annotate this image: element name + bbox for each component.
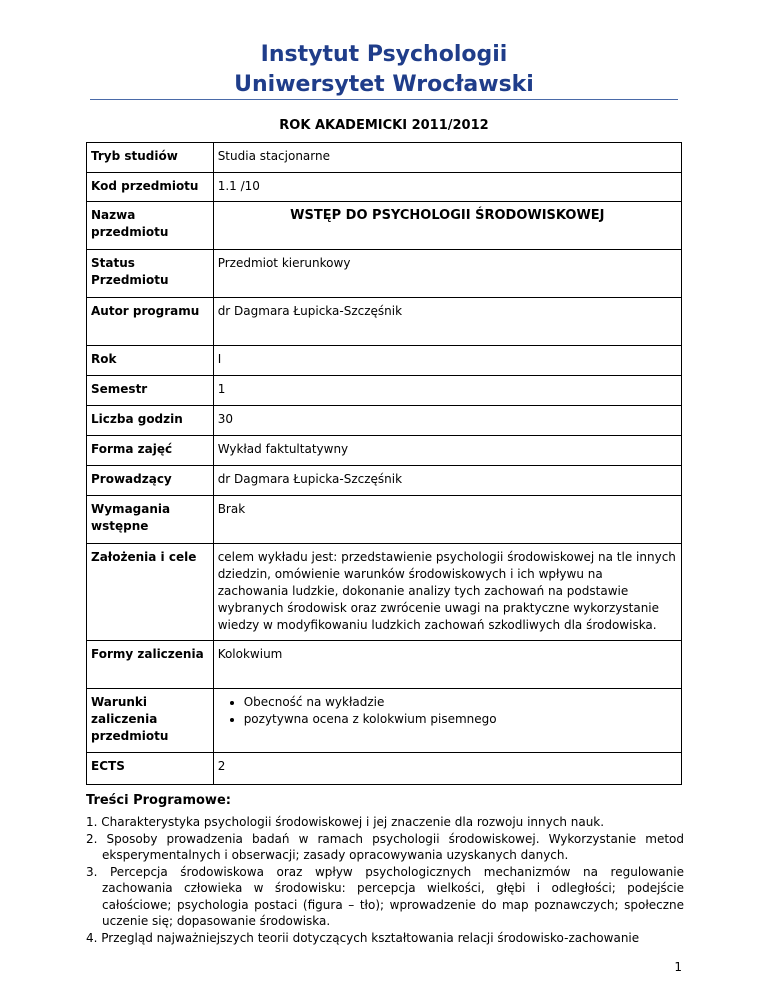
warunki-value [213, 689, 681, 753]
godzin-label: Liczba godzin [87, 406, 214, 436]
course-name: WSTĘP DO PSYCHOLOGII ŚRODOWISKOWEJ [213, 202, 681, 250]
rok-value: I [213, 346, 681, 376]
header-rule [90, 99, 678, 100]
list-item: 3. Percepcja środowiskowa oraz wpływ psychologicznych mechanizmów na regulowanie zachowania człowieka w środowisku: percepcja wielkości, głębi i odległości; podejście całościowe; psychologia postaci (figura – tło); wprowadzenie do map poznawczych; społeczne uczenie się; dopasowanie środowiska. [86, 864, 684, 928]
table-row [87, 298, 682, 346]
table-row [87, 689, 682, 753]
formy-label: Formy zaliczenia [87, 641, 214, 689]
wymagania-value: Brak [213, 496, 681, 544]
forma-value: Wykład faktultatywny [213, 436, 681, 466]
semestr-value: 1 [213, 376, 681, 406]
page-number: 1 [674, 960, 682, 974]
autor-value: dr Dagmara Łupicka-Szczęśnik [213, 298, 681, 346]
ects-label: ECTS [87, 753, 214, 785]
status-value: Przedmiot kierunkowy [213, 250, 681, 298]
academic-year: ROK AKADEMICKI 2011/2012 [279, 118, 489, 133]
table-row [87, 346, 682, 376]
table-row [87, 436, 682, 466]
kod-value: 1.1 /10 [213, 173, 681, 202]
tresci-list [86, 814, 684, 946]
zalozenia-label: Założenia i cele [87, 544, 214, 641]
kod-label: Kod przedmiotu [87, 173, 214, 202]
tryb-label: Tryb studiów [87, 143, 214, 173]
list-item: • pozytywna ocena z kolokwium pisemnego [244, 711, 677, 728]
status-label: Status Przedmiotu [87, 250, 214, 298]
forma-label: Forma zajęć [87, 436, 214, 466]
table-row [87, 143, 682, 173]
ects-value: 2 [213, 753, 681, 785]
header-university: Uniwersytet Wrocławski [234, 72, 534, 97]
rok-label: Rok [87, 346, 214, 376]
table-row [87, 496, 682, 544]
course-info-table [86, 142, 682, 785]
warunki-label: Warunki zaliczenia przedmiotu [87, 689, 214, 753]
list-item: 4. Przegląd najważniejszych teorii dotyczących kształtowania relacji środowisko-zachowanie [86, 930, 640, 945]
tresci-title: Treści Programowe: [86, 793, 231, 808]
list-item: 1. Charakterystyka psychologii środowiskowej i jej znaczenie dla rozwoju innych nauk. [86, 815, 605, 829]
list-item: • Obecność na wykładzie [244, 694, 677, 711]
table-row [87, 466, 682, 496]
table-row [87, 376, 682, 406]
tryb-value: Studia stacjonarne [213, 143, 681, 173]
table-row [87, 173, 682, 202]
institute-header [0, 40, 768, 100]
prowadzacy-value: dr Dagmara Łupicka-Szczęśnik [213, 466, 681, 496]
table-row [87, 202, 682, 250]
table-row [87, 753, 682, 785]
nazwa-label: Nazwa przedmiotu [87, 202, 214, 250]
table-row [87, 641, 682, 689]
warunki-list [218, 694, 677, 728]
prowadzacy-label: Prowadzący [87, 466, 214, 496]
header-institute: Instytut Psychologii [260, 42, 508, 67]
table-row [87, 544, 682, 641]
wymagania-label: Wymagania wstępne [87, 496, 214, 544]
zalozenia-value: celem wykładu jest: przedstawienie psychologii środowiskowej na tle innych dziedzin, omówienie warunków środowiskowych i ich wpływu na zachowania ludzkie, dokonanie analizy tych zachowań na podstawie wybranych środowisk oraz zwrócenie uwagi na praktyczne wykorzystanie wiedzy w modyfikowaniu ludzkich zachowań szkodliwych dla środowiska. [213, 544, 681, 641]
godzin-value: 30 [213, 406, 681, 436]
autor-label: Autor programu [87, 298, 214, 346]
semestr-label: Semestr [87, 376, 214, 406]
table-row [87, 250, 682, 298]
table-row [87, 406, 682, 436]
formy-value: Kolokwium [213, 641, 681, 689]
list-item: 2. Sposoby prowadzenia badań w ramach psychologii środowiskowej. Wykorzystanie metod eksperymentalnych i obserwacji; zasady opracowywania uzyskanych danych. [86, 831, 684, 862]
